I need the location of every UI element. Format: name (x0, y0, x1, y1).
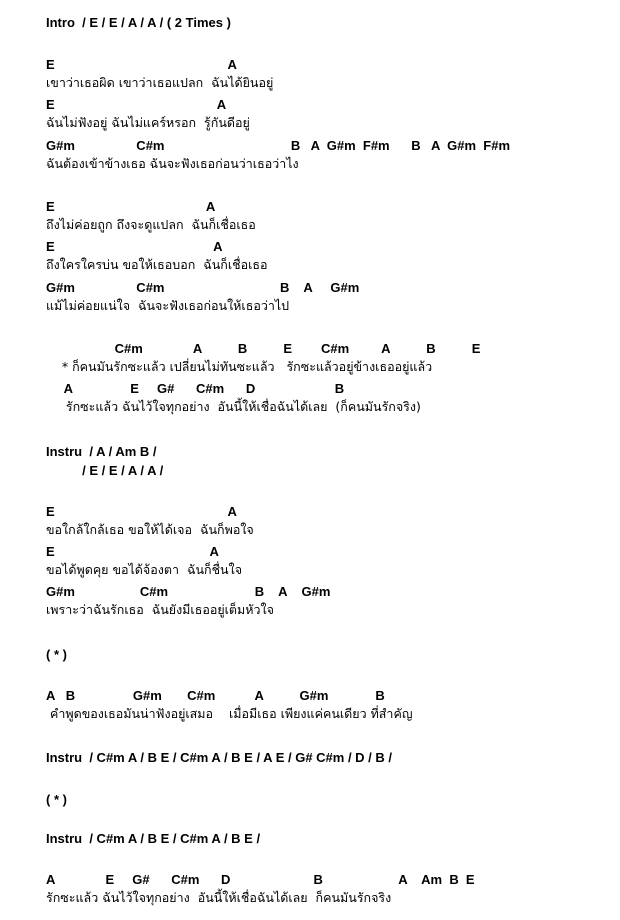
instrumental-line: Instru / C#m A / B E / C#m A / B E / (46, 831, 261, 846)
outro-lyric-line: รักซะแล้ว ฉันไว้ใจทุกอย่าง อันนี้ให้เชื่อฉันได้เลย ก็คนมันรักจริง (46, 890, 392, 905)
chord-line: E A (46, 239, 223, 254)
lyric-line: ถึงใครใครบ่น ขอให้เธอบอก ฉันก็เชื่อเธอ (46, 257, 268, 272)
chord-line: E A (46, 57, 237, 72)
chord-line: A B G#m C#m A G#m B (46, 688, 385, 703)
lyric-line: คำพูดของเธอมันน่าฟังอยู่เสมอ เมื่อมีเธอ เพียงแค่คนเดียว ที่สำคัญ (46, 706, 413, 721)
chorus-chord-line: A E G# C#m D B (46, 381, 345, 396)
chorus-lyric-line: รักซะแล้ว ฉันไว้ใจทุกอย่าง อันนี้ให้เชื่อฉันได้เลย (ก็คนมันรักจริง) (46, 399, 421, 414)
lyric-line: ฉันต้องเข้าข้างเธอ ฉันจะฟังเธอก่อนว่าเธอว่าไง (46, 156, 299, 171)
chord-line: G#m C#m B A G#m F#m B A G#m F#m (46, 138, 511, 153)
outro-chord-line: A E G# C#m D B A Am B E (46, 872, 475, 887)
chord-line: E A (46, 199, 216, 214)
chord-line: E A (46, 504, 237, 519)
lyric-line: ขอใกล้ใกล้เธอ ขอให้ได้เจอ ฉันก็พอใจ (46, 522, 254, 537)
chord-line: E A (46, 544, 219, 559)
chorus-repeat-marker: ( * ) (46, 792, 67, 807)
chorus-chord-line: C#m A B E C#m A B E (46, 341, 481, 356)
intro-line: Intro / E / E / A / A / ( 2 Times ) (46, 15, 231, 30)
lyric-line: ขอได้พูดคุย ขอได้จ้องตา ฉันก็ชื่นใจ (46, 562, 243, 577)
chord-line: E A (46, 97, 227, 112)
lyric-line: ถึงไม่ค่อยถูก ถึงจะดูแปลก ฉันก็เชื่อเธอ (46, 217, 256, 232)
instrumental-line: Instru / C#m A / B E / C#m A / B E / A E / G# C#m / D / B / (46, 750, 393, 765)
chorus-repeat-marker: ( * ) (46, 647, 67, 662)
chord-line: G#m C#m B A G#m (46, 280, 360, 295)
instrumental-line: / E / E / A / A / (46, 463, 164, 478)
chord-line: G#m C#m B A G#m (46, 584, 331, 599)
instrumental-line: Instru / A / Am B / (46, 444, 157, 459)
lyric-line: เพราะว่าฉันรักเธอ ฉันยังมีเธออยู่เต็มหัวใจ (46, 602, 274, 617)
lyric-line: แม้ไม่ค่อยแน่ใจ ฉันจะฟังเธอก่อนให้เธอว่าไป (46, 298, 290, 313)
lyric-line: เขาว่าเธอผิด เขาว่าเธอแปลก ฉันได้ยินอยู่ (46, 75, 274, 90)
chorus-lyric-line: * ก็คนมันรักซะแล้ว เปลี่ยนไม่ทันซะแล้ว รักซะแล้วอยู่ข้างเธออยู่แล้ว (46, 359, 433, 374)
lyric-line: ฉันไม่ฟังอยู่ ฉันไม่แคร์หรอก รู้กันดีอยู่ (46, 115, 250, 130)
